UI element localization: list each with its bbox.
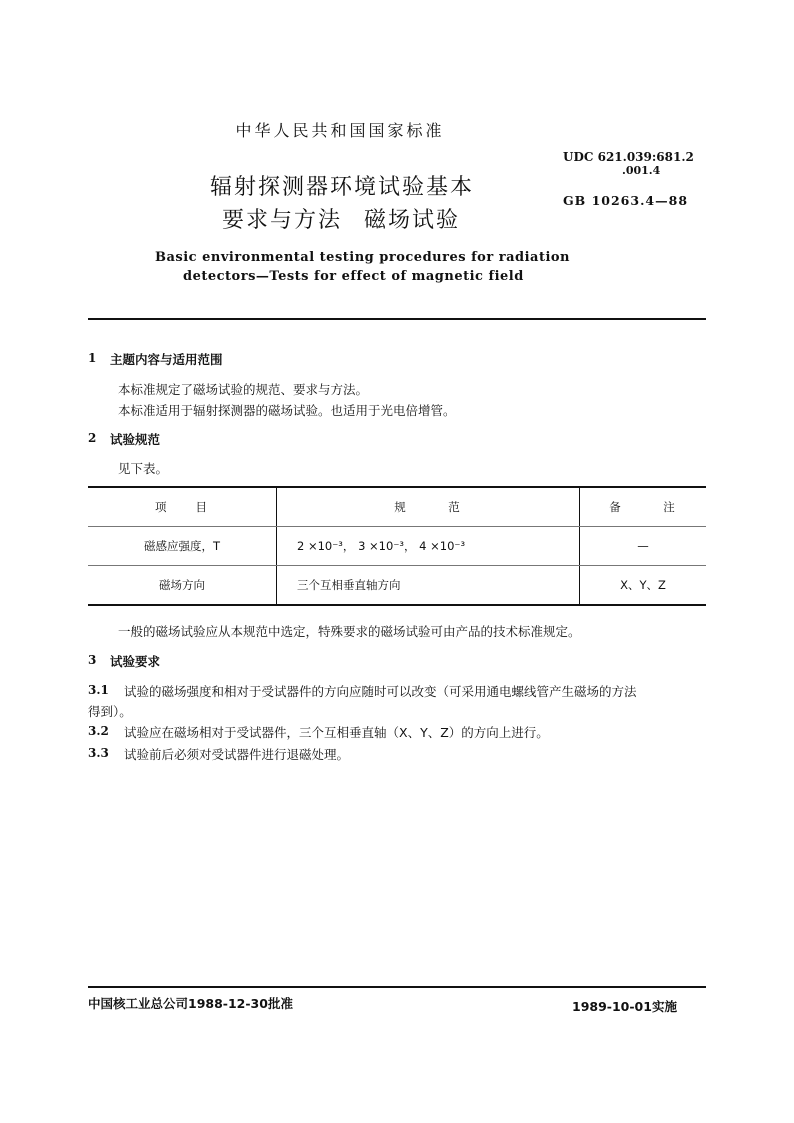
- title-line-1: 辐射探测器环境试验基本: [210, 175, 475, 200]
- section-1-paragraph-2: 本标准适用于辐射探测器的磁场试验。也适用于光电倍增管。: [118, 403, 456, 418]
- table-row: [88, 527, 706, 566]
- section-2-intro: 见下表。: [118, 461, 169, 476]
- gb-number: GB 10263.4—88: [563, 193, 689, 208]
- udc-code-continuation: .001.4: [622, 164, 661, 177]
- section-2-heading: 试验规范: [110, 432, 161, 447]
- implementation-date: 1989-10-01实施: [572, 999, 677, 1014]
- section-3-heading: 试验要求: [110, 654, 161, 669]
- table-header-item: 项 目: [88, 487, 277, 527]
- table-cell: X、Y、Z: [580, 566, 707, 606]
- english-title-line-1: Basic environmental testing procedures for radiation: [155, 250, 571, 265]
- english-title-line-2: detectors—Tests for effect of magnetic field: [183, 269, 524, 284]
- clause-3-3-text: 试验前后必须对受试器件进行退磁处理。: [124, 747, 350, 762]
- approval-line: 中国核工业总公司1988-12-30批准: [88, 996, 293, 1011]
- table-header-remarks: 备 注: [580, 487, 707, 527]
- title-line-2-part-b: 磁场试验: [364, 208, 461, 233]
- section-2-number: 2: [88, 431, 97, 445]
- clause-3-2-text: 试验应在磁场相对于受试器件，三个互相垂直轴（X、Y、Z）的方向上进行。: [124, 725, 549, 740]
- table-cell: 磁场方向: [88, 566, 277, 606]
- table-row: [88, 566, 706, 606]
- table-cell: 磁感应强度，T: [88, 527, 277, 566]
- clause-3-2-number: 3.2: [88, 724, 109, 738]
- spec-table: [88, 486, 706, 606]
- clause-3-1-continuation: 得到）。: [88, 704, 132, 719]
- header-divider: [88, 318, 706, 320]
- footer-divider: [88, 986, 706, 988]
- section-1-heading: 主题内容与适用范围: [110, 352, 223, 367]
- table-cell: 2 ×10⁻³， 3 ×10⁻³， 4 ×10⁻³: [277, 527, 580, 566]
- section-1-paragraph-1: 本标准规定了磁场试验的规范、要求与方法。: [118, 382, 369, 397]
- clause-3-1-text: 试验的磁场强度和相对于受试器件的方向应随时可以改变（可采用通电螺线管产生磁场的方法: [124, 684, 637, 699]
- title-line-2-part-a: 要求与方法: [222, 208, 343, 233]
- section-1-number: 1: [88, 351, 97, 365]
- table-cell: 三个互相垂直轴方向: [277, 566, 580, 606]
- section-2-note: 一般的磁场试验应从本规范中选定，特殊要求的磁场试验可由产品的技术标准规定。: [118, 624, 581, 639]
- udc-code: UDC 621.039:681.2: [563, 150, 694, 164]
- clause-3-3-number: 3.3: [88, 746, 109, 760]
- clause-3-1-number: 3.1: [88, 683, 109, 697]
- table-header-row: [88, 487, 706, 527]
- table-cell: —: [580, 527, 707, 566]
- title-line-2: [222, 203, 460, 234]
- table-header-spec: 规 范: [277, 487, 580, 527]
- section-3-number: 3: [88, 653, 97, 667]
- national-standard-label: 中华人民共和国国家标准: [235, 121, 445, 140]
